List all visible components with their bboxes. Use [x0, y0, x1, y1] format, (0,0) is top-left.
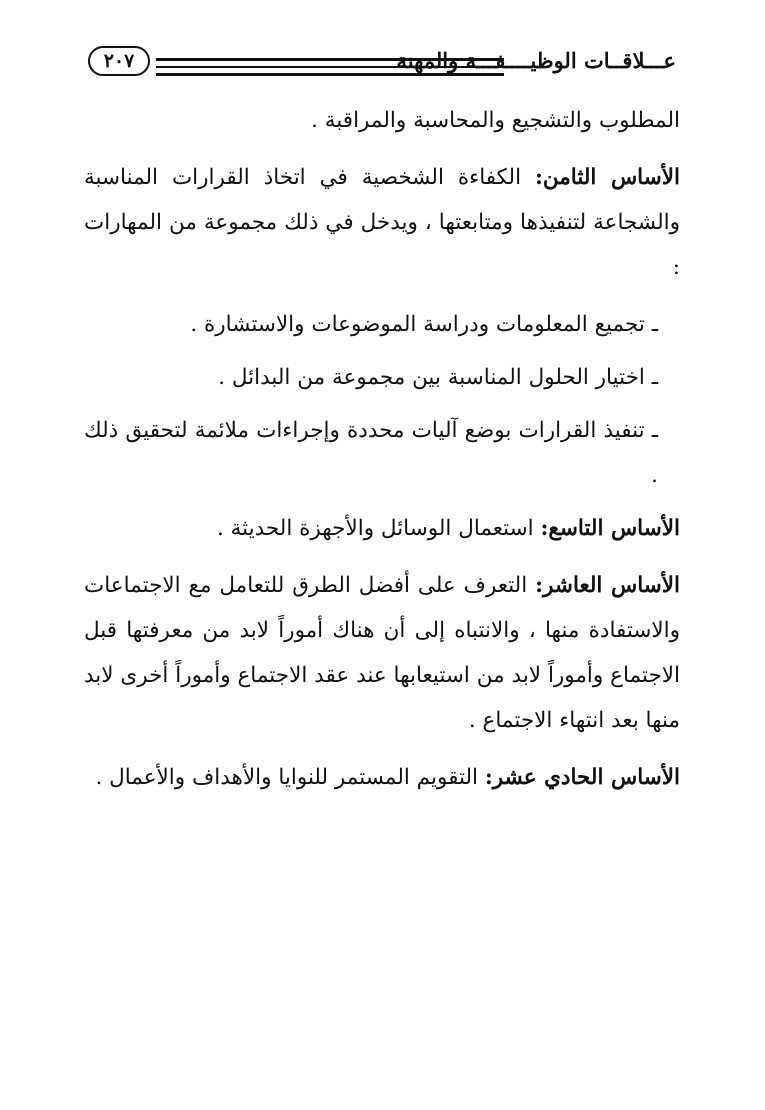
page-body: [84, 98, 680, 812]
principle-10-label: الأساس العاشر:: [535, 573, 680, 598]
principle-8-paragraph: [84, 155, 680, 290]
principle-10-paragraph: [84, 563, 680, 743]
list-item: [84, 302, 658, 347]
list-dash: ـ: [651, 312, 658, 337]
continuation-paragraph: المطلوب والتشجيع والمحاسبة والمراقبة .: [311, 108, 680, 133]
page-number: ٢٠٧: [103, 50, 135, 72]
list-item-text: اختيار الحلول المناسبة بين مجموعة من البدائل .: [218, 365, 652, 390]
skills-list: [84, 302, 680, 498]
page-number-badge: [88, 46, 150, 76]
list-dash: ـ: [651, 365, 658, 390]
header-rule: [156, 73, 504, 76]
principle-11-text: التقويم المستمر للنوايا والأهداف والأعمال .: [95, 765, 485, 790]
principle-10-text: التعرف على أفضل الطرق للتعامل مع الاجتماعات والاستفادة منها ، والانتباه إلى أن هناك أموراً لابد من معرفتها قبل الاجتماع وأموراً لابد من استيعابها عند عقد الاجتماع وأموراً أخرى لابد منها بعد انتهاء الاجتماع .: [84, 573, 680, 733]
list-item-text: تنفيذ القرارات بوضع آليات محددة وإجراءات ملائمة لتحقيق ذلك .: [84, 418, 658, 488]
list-dash: ـ: [651, 418, 658, 443]
list-item: [84, 355, 658, 400]
principle-9-text: استعمال الوسائل والأجهزة الحديثة .: [216, 516, 541, 541]
running-header: [88, 46, 676, 82]
principle-9-paragraph: [84, 506, 680, 551]
principle-9-label: الأساس التاسع:: [540, 516, 680, 541]
list-item-text: تجميع المعلومات ودراسة الموضوعات والاستشارة .: [190, 312, 652, 337]
principle-11-label: الأساس الحادي عشر:: [484, 765, 680, 790]
principle-11-paragraph: [84, 755, 680, 800]
list-item: [84, 408, 658, 498]
principle-8-text: الكفاءة الشخصية في اتخاذ القرارات المناسبة والشجاعة لتنفيذها ومتابعتها ، ويدخل في ذلك مجموعة من المهارات :: [84, 165, 680, 280]
running-title: عـــلاقــات الوظيــــفـــة والمهنة: [396, 48, 676, 73]
principle-8-label: الأساس الثامن:: [534, 165, 680, 190]
